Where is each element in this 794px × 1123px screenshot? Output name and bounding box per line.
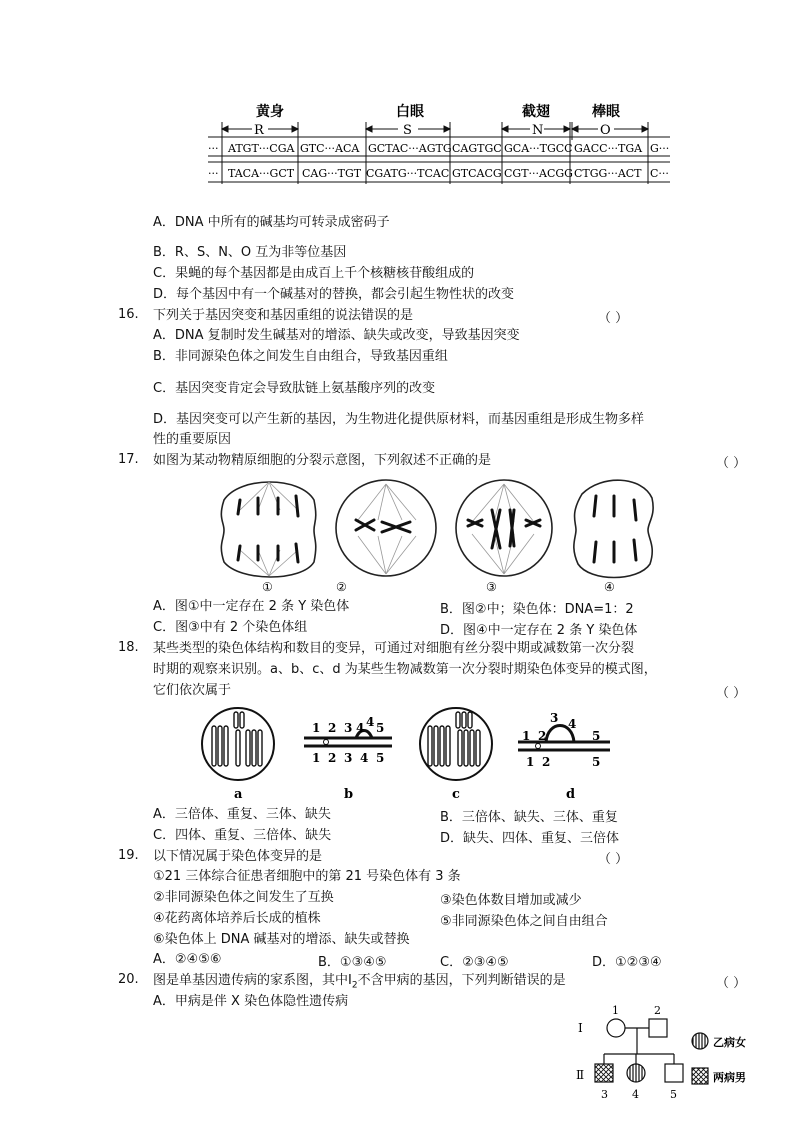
q20-stem-post: 不含甲病的基因，下列判断错误的是 [357,973,566,988]
b-bottom-1: 1 [312,751,321,765]
b-top-3: 3 [344,721,353,735]
q19-answer-paren: （ ） [598,852,629,867]
q15-option-d: D．每个基因中有一个碱基对的替换，都会引起生物性状的改变 [153,287,515,302]
q18-option-a: A．三倍体、重复、三体、缺失 [153,807,331,822]
q15-option-a: A．DNA 中所有的碱基均可转录成密码子 [153,215,390,230]
d-top-1: 1 [522,729,531,743]
pedigree-chart [566,1002,758,1104]
q20-stem [153,972,566,995]
q19-item-2: ②非同源染色体之间发生了互换 [153,890,334,905]
q19-option-a: A．②④⑤⑥ [153,952,222,967]
top-seq-1: ATGT···CGA [228,142,295,155]
dna-gene-figure [200,92,680,192]
q17-option-a: A．图①中一定存在 2 条 Y 染色体 [153,599,350,614]
q20-option-a: A．甲病是伴 X 染色体隐性遗传病 [153,994,349,1009]
q17-answer-paren: （ ） [716,456,747,471]
b-top-4: 4 [356,721,365,735]
b-bottom-2: 2 [328,751,337,765]
b-bottom-4: 4 [360,751,369,765]
top-seq-4: CAGTGC [452,142,502,155]
q15-option-c: C．果蝇的每个基因都是由成百上千个核糖核苷酸组成的 [153,266,475,281]
gene-label-white-eye: 白眼 [396,104,424,120]
q18-stem-3: 它们依次属于 [153,683,232,698]
q17-stem: 如图为某动物精原细胞的分裂示意图，下列叙述不正确的是 [153,453,492,468]
legend-female-b: 乙病女 [713,1036,746,1049]
top-seq-0: ··· [208,142,219,155]
q16-option-c: C．基因突变肯定会导致肽链上氨基酸序列的改变 [153,381,436,396]
top-seq-7: G··· [650,142,670,155]
q20-stem-pre: 图是单基因遗传病的家系图，其中Ⅰ [153,973,352,988]
d-bottom-5: 5 [592,755,601,769]
q17-option-b: B．图②中；染色体：DNA=1：2 [440,602,634,617]
q19-item-1: ①21 三体综合征患者细胞中的第 21 号染色体有 3 条 [153,869,461,884]
gene-letter-S: S [403,123,412,138]
q19-option-b: B．①③④⑤ [318,955,387,970]
bottom-seq-1: TACA···GCT [228,167,295,180]
gene-letter-R: R [254,123,264,138]
ped-num-3: 3 [601,1088,608,1101]
q17-option-c: C．图③中有 2 个染色体组 [153,620,308,635]
q18-answer-paren: （ ） [716,686,747,701]
bottom-seq-0: ··· [208,167,219,180]
top-seq-2: GTC···ACA [300,142,360,155]
fig-label-b: b [344,787,354,802]
q19-item-3: ③染色体数目增加或减少 [440,893,582,908]
d-bottom-2: 2 [542,755,551,769]
cell-label-2: ② [336,580,347,592]
fig-label-a: a [234,787,243,802]
bottom-seq-4: GTCACG [452,167,502,180]
b-top-1: 1 [312,721,321,735]
q18-option-b: B．三倍体、缺失、三体、重复 [440,810,618,825]
q19-stem: 以下情况属于染色体变异的是 [153,849,323,864]
gene-letter-O: O [600,123,611,138]
fig-label-c: c [452,787,460,802]
q16-option-d: D．基因突变可以产生新的基因，为生物进化提供原材料，而基因重组是形成生物多样 [153,412,645,427]
d-top-3: 3 [550,711,559,725]
q19-option-d: D．①②③④ [592,955,662,970]
bottom-seq-5: CGT···ACGG [504,167,573,180]
bottom-seq-3: CGATG···TCAC [366,167,450,180]
q19-item-5: ⑤非同源染色体之间自由组合 [440,914,608,929]
q19-item-6: ⑥染色体上 DNA 碱基对的增添、缺失或替换 [153,932,410,947]
d-top-4: 4 [568,717,577,731]
top-seq-5: GCA···TGCC [504,142,573,155]
q20-number: 20. [118,972,139,987]
gen-label-1: Ⅰ [578,1021,583,1035]
fig-label-d: d [566,787,576,802]
ped-num-2: 2 [654,1004,661,1017]
q18-number: 18. [118,640,139,655]
q18-stem-2: 时期的观察来识别。a、b、c、d 为某些生物减数第一次分裂时期染色体变异的模式图， [153,662,657,677]
q18-option-c: C．四体、重复、三倍体、缺失 [153,828,332,843]
top-seq-3: GCTAC···AGTG [368,142,452,155]
d-top-5: 5 [592,729,601,743]
q16-option-d-cont: 性的重要原因 [153,432,232,447]
legend-male-both: 两病男 [713,1071,746,1084]
bottom-seq-2: CAG···TGT [302,167,362,180]
q19-number: 19. [118,848,139,863]
chromosome-variation-figure [196,706,616,802]
bottom-seq-6: CTGG···ACT [574,167,642,180]
q17-number: 17. [118,452,139,467]
b-top-4b: 4 [366,715,375,729]
b-top-5: 5 [376,721,385,735]
q16-option-a: A．DNA 复制时发生碱基对的增添、缺失或改变，导致基因突变 [153,328,520,343]
cell-label-3: ③ [486,580,497,592]
q18-option-d: D．缺失、四体、重复、三倍体 [440,831,620,846]
q19-item-4: ④花药离体培养后长成的植株 [153,911,321,926]
cell-label-4: ④ [604,580,615,592]
q17-option-d: D．图④中一定存在 2 条 Y 染色体 [440,623,638,638]
cell-division-figure [210,470,660,592]
gene-label-cut-wing: 截翅 [522,104,550,120]
ped-num-1: 1 [612,1004,619,1017]
bottom-seq-7: C··· [650,167,669,180]
q15-option-b: B．R、S、N、O 互为非等位基因 [153,245,347,260]
q16-answer-paren: （ ） [598,311,629,326]
ped-num-5: 5 [670,1088,677,1101]
cell-label-1: ① [262,580,273,592]
gene-letter-N: N [532,123,544,138]
b-bottom-5: 5 [376,751,385,765]
q16-option-b: B．非同源染色体之间发生自由组合，导致基因重组 [153,349,448,364]
ped-num-4: 4 [632,1088,639,1101]
d-top-2: 2 [538,729,547,743]
b-bottom-3: 3 [344,751,353,765]
gene-label-bar-eye: 棒眼 [592,104,620,120]
q19-option-c: C．②③④⑤ [440,955,509,970]
q16-number: 16. [118,307,139,322]
gen-label-2: Ⅱ [576,1068,585,1082]
d-bottom-1: 1 [526,755,535,769]
q20-answer-paren: （ ） [716,976,747,991]
q20-stem-sub: 2 [351,980,358,991]
q18-stem-1: 某些类型的染色体结构和数目的变异，可通过对细胞有丝分裂中期或减数第一次分裂 [153,641,635,656]
gene-label-yellow-body: 黄身 [256,104,284,120]
b-top-2: 2 [328,721,337,735]
top-seq-6: GACC···TGA [574,142,643,155]
q16-stem: 下列关于基因突变和基因重组的说法错误的是 [153,308,414,323]
